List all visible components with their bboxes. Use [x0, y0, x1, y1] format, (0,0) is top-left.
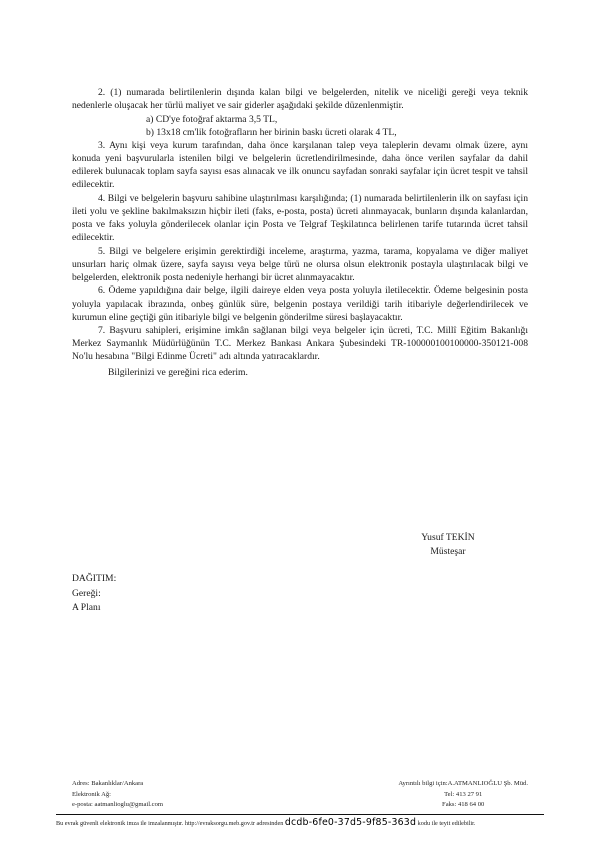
- distribution-item: A Planı: [72, 602, 101, 614]
- footer-contact-right: [398, 779, 528, 811]
- distribution-subheading: Gereği:: [72, 587, 101, 599]
- paragraph-clause-2: 2. (1) numarada belirtilenlerin dışında kalan bilgi ve belgelerden, nitelik ve niceliği gereği veya teknik nedenlerle oluşacak her türlü maliyet ve sair giderler aşağıdaki şekilde düzenlenmiştir.: [72, 87, 528, 112]
- footer-contact-left: [72, 779, 163, 811]
- footer-fax: Faks: 418 64 00: [442, 801, 485, 809]
- footer-website: Elektronik Ağ:: [72, 790, 112, 798]
- signature-block: [368, 531, 528, 558]
- distribution-block: [72, 572, 116, 616]
- footer-contact-person: Ayrıntılı bilgi için:A.ATMANLIOĞLU Şb. Müd.: [398, 780, 528, 787]
- sub-item-a: a) CD'ye fotoğraf aktarma 3,5 TL,: [146, 113, 278, 125]
- footer-address: Adres: Bakanlıklar/Ankara: [72, 780, 144, 787]
- paragraph-clause-6: 6. Ödeme yapıldığına dair belge, ilgili daireye elden veya posta yoluyla iletilecektir. Ödeme belgesinin posta yoluyla yapılacak ibrazında, onbeş günlük süre, belgenin postaya verildiği tarih itibariyle değerlendirilecek ve kurumun eline geçtiği gün itibariyle bilgi ve belgenin gönderilme süresi başlayacaktır.: [72, 285, 528, 323]
- closing-statement: Bilgilerinizi ve gereğini rica ederim.: [108, 367, 248, 379]
- paragraph-clause-3: 3. Aynı kişi veya kurum tarafından, daha önce karşılanan talep veya taleplerin devamı olmak üzere, aynı konuda yeni başvurularla istenilen bilgi ve belgelerin ücretlendirilmesinde, daha önce verilen sayfalar da dahil edilerek bulunacak toplam sayfa sayısı esas alınacak ve ilk onuncu sayfadan sonraki sayfalar için ücret tespit ve tahsil edilecektir.: [72, 139, 528, 191]
- paragraph-clause-5: 5. Bilgi ve belgelere erişimin gerektirdiği inceleme, araştırma, yazma, tarama, kopyalama ve diğer maliyet unsurları hariç olmak üzere, sayfa sayısı veya belge türü ne olursa olsun elektronik postayla ulaştırılacak bilgi ve belgelerden, elektronik posta nedeniyle herhangi bir ücret alınmayacaktır.: [72, 245, 528, 283]
- paragraph-clause-7: 7. Başvuru sahipleri, erişimine imkân sağlanan bilgi veya belgeler için ücreti, T.C. Millî Eğitim Bakanlığı Merkez Saymanlık Müdürlüğünün T.C. Merkez Bankası Ankara Şubesindeki TR-100000100100000-350121-008 No'lu hesabına "Bilgi Edinme Ücreti" adı altında yatıracaklardır.: [72, 325, 528, 363]
- footer-divider: [56, 814, 544, 815]
- signatory-title: Müsteşar: [430, 545, 466, 557]
- electronic-signature-notice: [56, 818, 548, 829]
- footer-phone: Tel: 413 27 91: [444, 790, 483, 798]
- sub-item-b: b) 13x18 cm'lik fotoğrafların her birinin baskı ücreti olarak 4 TL,: [146, 126, 397, 138]
- document-body: [72, 86, 528, 380]
- paragraph-clause-4: 4. Bilgi ve belgelerin başvuru sahibine ulaştırılması karşılığında; (1) numarada belirtilenlerin ilk on sayfası için ileti yolu ve şekline bakılmaksızın hiçbir ileti (faks, e-posta, posta) ücreti alınmayacak, bunların dışında kalanlardan, posta ve faks yoluyla gönderilecek olanlar için Posta ve Telgraf Teşkilatınca belirlenen tarife tutarında ücret tahsil edilecektir.: [72, 192, 528, 244]
- verification-code: dcdb-6fe0-37d5-9f85-363d: [284, 817, 417, 828]
- page-footer: [72, 779, 528, 811]
- signatory-name: Yusuf TEKİN: [421, 532, 475, 543]
- verify-suffix-text: kodu ile teyit edilebilir.: [417, 820, 476, 827]
- verify-prefix-text: Bu evrak güvenli elektronik imza ile imzalanmıştır. http://evraksorgu.meb.gov.tr adresinden: [56, 820, 284, 827]
- footer-email: e-posta: aatmanlioglu@gmail.com: [72, 801, 164, 809]
- distribution-heading: DAĞITIM:: [72, 573, 117, 584]
